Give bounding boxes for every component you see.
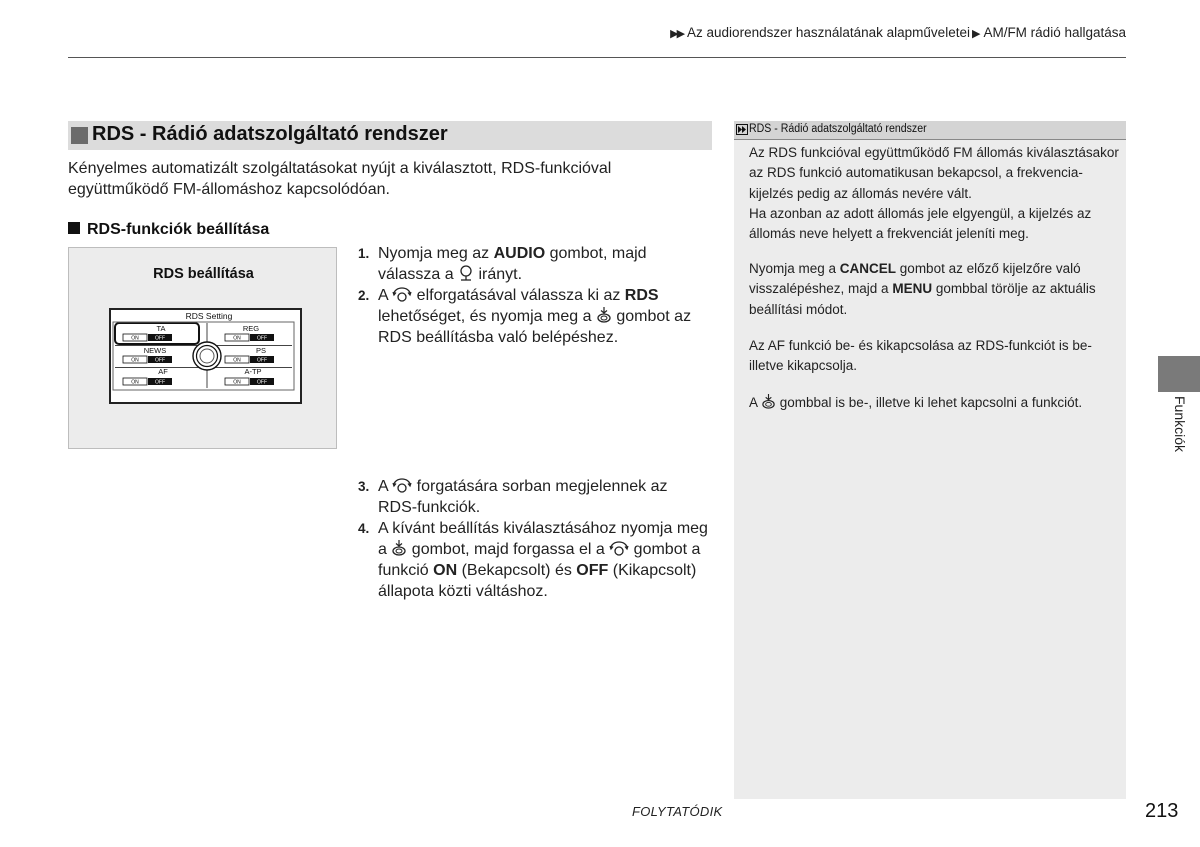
breadcrumb [670, 25, 1126, 40]
figure-caption: RDS beállítása [153, 266, 254, 282]
step-text: A [378, 478, 393, 495]
sub-heading-text: RDS-funkciók beállítása [87, 221, 270, 238]
toggle-ps [225, 356, 274, 364]
toggle-on-label: ON [131, 379, 139, 386]
rds-item-reg: REG [242, 324, 260, 333]
reference-arrow-icon [736, 124, 748, 135]
sidebar-paragraph-1 [749, 143, 1119, 244]
step-text: (Bekapcsolt) és [457, 562, 577, 579]
continued-label: FOLYTATÓDIK [632, 804, 723, 819]
step-2 [358, 285, 708, 348]
intro-text: Kényelmes automatizált szolgáltatásokat nyújt a kiválasztott, RDS-funkcióval együttműködő FM-állomáshoz kapcsolódóan. [68, 160, 612, 198]
press-knob-icon [761, 393, 776, 410]
step-text: Nyomja meg az [378, 245, 494, 262]
toggle-on-label: ON [233, 357, 241, 364]
chapter-tab-label [1170, 396, 1190, 466]
figure-panel [68, 247, 337, 449]
press-knob-icon [596, 306, 612, 324]
square-bullet-icon [68, 222, 80, 234]
toggle-a-tp [225, 378, 274, 386]
page-number: 213 [1145, 800, 1179, 822]
sidebar-paragraph-4 [749, 393, 1119, 413]
sub-heading [68, 221, 269, 239]
sidebar-text: gombot az előző kijelzőre való visszalépéshez, majd a [749, 261, 1081, 297]
toggle-off-label: OFF [155, 357, 165, 364]
toggle-off-label: OFF [155, 379, 165, 386]
step-text: gombot a funkció [378, 541, 701, 579]
toggle-ta [123, 334, 172, 342]
step-4 [358, 518, 708, 602]
rds-item-ta: TA [156, 324, 166, 333]
joystick-direction-icon [458, 265, 474, 282]
sidebar-text: Ha azonban az adott állomás jele elgyengül, a kijelzés az állomás neve helyett a frekvenciát jeleníti meg. [749, 205, 1092, 242]
toggle-on-label: ON [233, 335, 241, 342]
screen-title: RDS Setting [185, 311, 233, 321]
step-text: gombot az RDS beállításba való belépéshez. [378, 308, 692, 346]
toggle-off-label: OFF [155, 335, 165, 342]
toggle-on-label: ON [131, 335, 139, 342]
rds-setting-screen [109, 308, 302, 404]
toggle-off-label: OFF [257, 335, 267, 342]
toggle-off-label: OFF [257, 379, 267, 386]
step-text: forgatására sorban megjelennek az RDS-funkciók. [378, 478, 668, 516]
toggle-off-label: OFF [257, 357, 267, 364]
press-knob-icon [391, 539, 407, 557]
rds-item-ps: PS [255, 346, 267, 355]
rotate-knob-icon [392, 286, 412, 303]
step-text: gombot, majd forgassa el a [407, 541, 610, 558]
rds-item-news: NEWS [143, 346, 167, 355]
step-text: (Kikapcsolt) állapota közti váltáshoz. [378, 562, 697, 600]
sidebar-heading-bar [734, 121, 1126, 140]
rds-label: RDS [624, 287, 659, 304]
sidebar-text: Nyomja meg a [749, 261, 840, 276]
step-number: 3. [358, 479, 370, 494]
section-title: RDS - Rádió adatszolgáltató rendszer [92, 123, 448, 145]
arrow-icon: ▶ [971, 28, 981, 40]
step-1 [358, 243, 708, 285]
rotate-knob-icon [609, 540, 629, 557]
sidebar-text: Az RDS funkcióval együttműködő FM állomás kiválasztásakor az RDS funkció automatikusan bekapcsol, a frekvencia-kijelzés pedig az állomás nevére vált. [749, 145, 1119, 201]
rds-setting-screen-graphic [111, 310, 300, 402]
square-bullet-icon [71, 127, 88, 144]
off-label: OFF [576, 562, 609, 579]
center-dial-icon [193, 342, 221, 370]
section-title-bar [68, 121, 712, 150]
toggle-af [123, 378, 172, 386]
toggle-on-label: ON [233, 379, 241, 386]
step-number: 1. [358, 246, 370, 261]
sidebar-text: A [749, 395, 762, 410]
audio-button-label: AUDIO [493, 245, 546, 262]
double-arrow-icon: ▶▶ [670, 28, 684, 40]
chapter-tab [1158, 356, 1200, 392]
sidebar-text: gombbal is be-, illetve ki lehet kapcsolni a funkciót. [776, 395, 1083, 410]
sidebar-paragraph-2 [749, 259, 1119, 320]
chapter-tab-text: Funkciók [1172, 396, 1188, 453]
menu-button-label: MENU [892, 281, 933, 297]
step-text: lehetőséget, és nyomja meg a [378, 308, 596, 325]
rotate-knob-icon [392, 477, 412, 494]
sidebar-paragraph-3: Az AF funkció be- és kikapcsolása az RDS-funkciót is be- illetve kikapcsolja. [749, 338, 1092, 374]
step-text: gombot, majd válassza a [378, 245, 647, 283]
step-number: 2. [358, 288, 370, 303]
rds-item-a-tp: A-TP [244, 367, 262, 376]
step-text: A [378, 287, 393, 304]
step-text: elforgatásával válassza ki az [412, 287, 625, 304]
toggle-reg [225, 334, 274, 342]
step-3 [358, 476, 708, 518]
toggle-on-label: ON [131, 357, 139, 364]
step-number: 4. [358, 521, 370, 536]
toggle-news [123, 356, 172, 364]
rds-item-af: AF [158, 367, 168, 376]
cancel-button-label: CANCEL [839, 261, 897, 276]
steps-list-1 [358, 243, 708, 348]
breadcrumb-item-basics: Az audiorendszer használatának alapműveletei [687, 25, 970, 40]
steps-list-2 [358, 476, 708, 602]
step-text: irányt. [474, 266, 523, 283]
breadcrumb-item-radio: AM/FM rádió hallgatása [983, 25, 1126, 40]
sidebar-heading: RDS - Rádió adatszolgáltató rendszer [749, 123, 927, 135]
header-divider [68, 57, 1126, 58]
step-text: A kívánt beállítás kiválasztásához nyomja meg a [378, 520, 708, 558]
on-label: ON [433, 562, 458, 579]
sidebar-text: gombbal törölje az aktuális beállítási módot. [749, 281, 1096, 317]
